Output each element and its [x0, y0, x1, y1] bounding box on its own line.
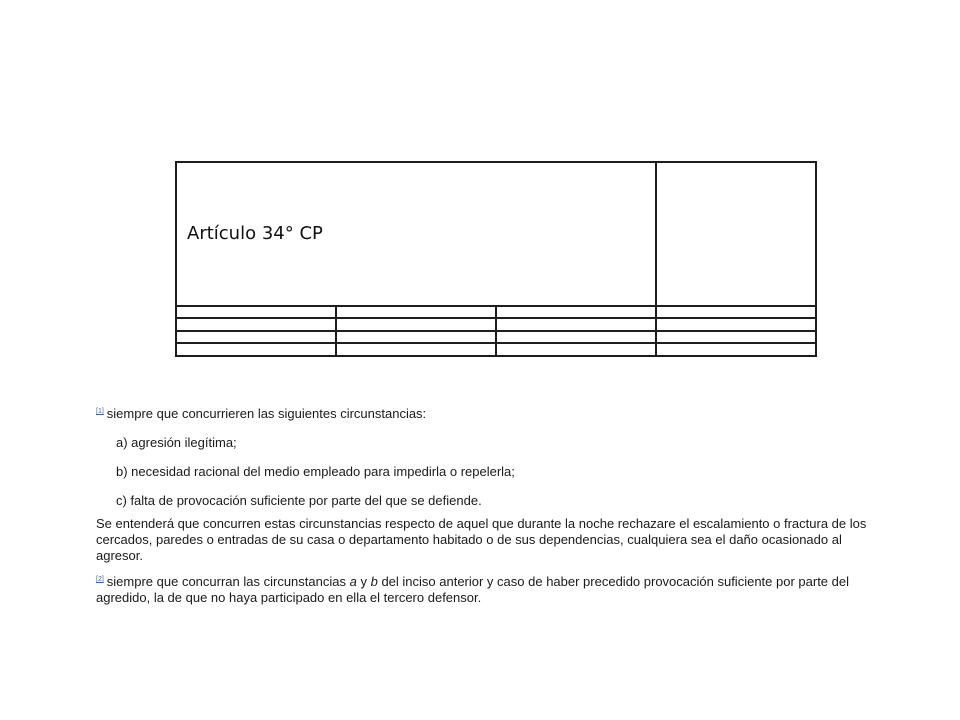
table-row: [176, 162, 816, 306]
table-cell: [336, 343, 496, 356]
table-row: [176, 306, 816, 319]
table-cell: [176, 331, 336, 344]
table-cell: [496, 306, 656, 319]
table-cell: [336, 318, 496, 331]
table-cell: [336, 306, 496, 319]
table-cell: [176, 343, 336, 356]
table-cell: [176, 318, 336, 331]
table-cell: [656, 343, 816, 356]
footnotes: [96, 404, 876, 606]
table-row: [176, 343, 816, 356]
table-row: [176, 318, 816, 331]
table-cell: [656, 331, 816, 344]
table-cell: [496, 318, 656, 331]
footnote-1-item-a: a) agresión ilegítima;: [116, 435, 237, 450]
footnote-2-letter-a: a: [349, 574, 357, 589]
table-cell: [656, 162, 816, 306]
footnote-1-intro-text: siempre que concurrieren las siguientes circunstancias:: [106, 406, 427, 421]
footnote-2-text-3: del inciso anterior y caso de haber precedido provocación suficiente por parte del agredido, la de que no haya participado en ella el tercero defensor.: [96, 574, 849, 605]
footnote-2-text-2: y: [360, 574, 367, 589]
table-cell: [176, 306, 336, 319]
table-title: Artículo 34° CP: [176, 162, 656, 306]
footnote-1-link[interactable]: [1]: [96, 408, 104, 415]
table-cell: [656, 318, 816, 331]
footnote-1-intro: [96, 404, 876, 422]
table-row: [176, 331, 816, 344]
footnote-2: [96, 572, 876, 606]
footnote-1-item-c: c) falta de provocación suficiente por parte del que se defiende.: [116, 493, 482, 508]
table-cell: [496, 331, 656, 344]
footnote-2-text-1: siempre que concurran las circunstancias: [106, 574, 346, 589]
footnote-2-link[interactable]: [2]: [96, 576, 104, 583]
table-cell: [336, 331, 496, 344]
table-cell: [656, 306, 816, 319]
footnote-2-letter-b: b: [370, 574, 378, 589]
footnote-1-paragraph: Se entenderá que concurren estas circunstancias respecto de aquel que durante la noche rechazare el escalamiento o fractura de los cercados, paredes o entradas de su casa o departamento habitado o de sus dependencias, cualquiera sea el daño ocasionado al agresor.: [96, 516, 867, 563]
table-cell: [496, 343, 656, 356]
article-table: [175, 161, 817, 357]
footnote-1-item-b: b) necesidad racional del medio empleado para impedirla o repelerla;: [116, 464, 515, 479]
